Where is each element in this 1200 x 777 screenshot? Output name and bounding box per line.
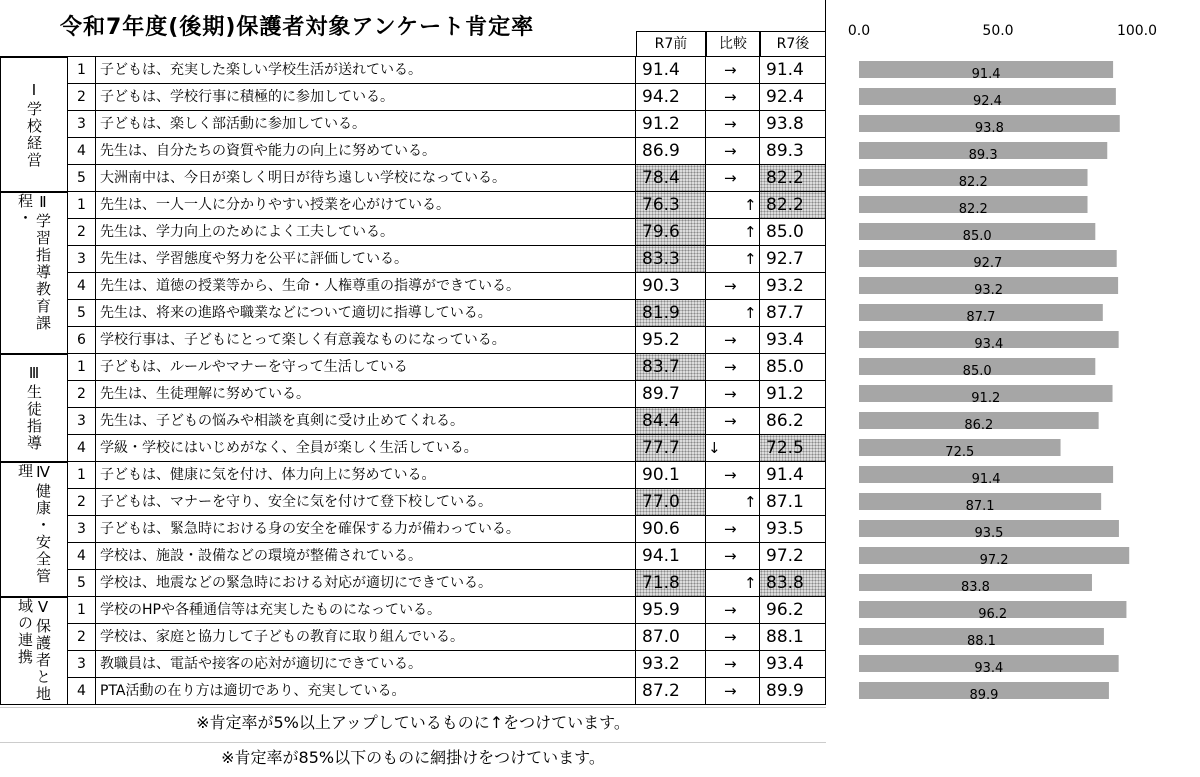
compare-mark: →	[706, 164, 760, 191]
question-number: 2	[68, 623, 96, 650]
question-text: 先生は、学習態度や努力を公平に評価している。	[96, 245, 636, 272]
bar-chart	[826, 0, 1200, 705]
category-label: Ⅴ保護者と地域の連携	[0, 596, 68, 704]
question-number: 3	[68, 407, 96, 434]
question-number: 4	[68, 137, 96, 164]
before-value: 77.7	[636, 434, 706, 461]
question-text: 子どもは、健康に気を付け、体力向上に努めている。	[96, 461, 636, 488]
compare-mark: →	[706, 56, 760, 83]
question-number: 4	[68, 542, 96, 569]
bar-value-label: 92.4	[972, 94, 1002, 109]
before-value: 71.8	[636, 569, 706, 596]
compare-mark: →	[706, 515, 760, 542]
bar-value-label: 89.3	[968, 148, 998, 163]
question-text: 先生は、子どもの悩みや相談を真剣に受け止めてくれる。	[96, 407, 636, 434]
bar-value-label: 85.0	[962, 364, 992, 379]
question-number: 6	[68, 326, 96, 353]
bar-value-label: 72.5	[945, 445, 975, 460]
note-up-arrow: ※肯定率が5%以上アップしているものに↑をつけています。	[0, 707, 826, 738]
table-row	[0, 245, 826, 272]
before-value: 91.2	[636, 110, 706, 137]
table-row	[0, 164, 826, 191]
question-number: 4	[68, 434, 96, 461]
category-label: Ⅲ生徒指導	[0, 353, 68, 461]
bar-value-label: 93.8	[974, 121, 1004, 136]
question-text: 子どもは、緊急時における身の安全を確保する力が備わっている。	[96, 515, 636, 542]
bar-value-label: 82.2	[958, 175, 988, 190]
after-value: 92.4	[760, 83, 826, 110]
table-row	[0, 299, 826, 326]
note-shading: ※肯定率が85%以下のものに網掛けをつけています。	[0, 742, 826, 773]
after-value: 87.7	[760, 299, 826, 326]
table-row	[0, 380, 826, 407]
table-row	[0, 569, 826, 596]
compare-mark: →	[706, 83, 760, 110]
compare-mark: ↑	[706, 299, 760, 326]
page-title: 令和7年度(後期)保護者対象アンケート肯定率	[60, 15, 535, 40]
compare-mark: →	[706, 326, 760, 353]
table-row	[0, 110, 826, 137]
header-compare: 比較	[706, 31, 760, 56]
question-text: 子どもは、楽しく部活動に参加している。	[96, 110, 636, 137]
after-value: 92.7	[760, 245, 826, 272]
category-label: Ⅳ健康・安全管理	[0, 461, 68, 596]
question-text: 学校は、家庭と協力して子どもの教育に取り組んでいる。	[96, 623, 636, 650]
before-value: 94.2	[636, 83, 706, 110]
question-text: 子どもは、ルールやマナーを守って生活している	[96, 353, 636, 380]
compare-mark: ↑	[706, 218, 760, 245]
bar-value-label: 93.4	[974, 337, 1004, 352]
bar-value-label: 92.7	[973, 256, 1003, 271]
question-number: 5	[68, 164, 96, 191]
question-number: 4	[68, 272, 96, 299]
bar-value-label: 89.9	[969, 688, 999, 703]
question-number: 1	[68, 56, 96, 83]
after-value: 93.2	[760, 272, 826, 299]
compare-mark: →	[706, 596, 760, 623]
question-number: 3	[68, 245, 96, 272]
bar-value-label: 87.1	[965, 499, 995, 514]
question-number: 1	[68, 596, 96, 623]
table-row	[0, 488, 826, 515]
compare-mark: →	[706, 380, 760, 407]
table-row	[0, 515, 826, 542]
before-value: 91.4	[636, 56, 706, 83]
before-value: 90.3	[636, 272, 706, 299]
question-number: 5	[68, 299, 96, 326]
compare-mark: ↑	[706, 191, 760, 218]
question-number: 5	[68, 569, 96, 596]
before-value: 87.0	[636, 623, 706, 650]
bar-value-label: 87.7	[966, 310, 996, 325]
after-value: 96.2	[760, 596, 826, 623]
header-after: R7後	[760, 31, 826, 56]
after-value: 87.1	[760, 488, 826, 515]
table-row	[0, 677, 826, 704]
compare-mark: →	[706, 272, 760, 299]
question-text: 子どもは、充実した楽しい学校生活が送れている。	[96, 56, 636, 83]
after-value: 91.4	[760, 56, 826, 83]
compare-mark: →	[706, 650, 760, 677]
after-value: 93.5	[760, 515, 826, 542]
before-value: 87.2	[636, 677, 706, 704]
compare-mark: ↑	[706, 488, 760, 515]
before-value: 83.7	[636, 353, 706, 380]
bar-value-label: 93.5	[974, 526, 1004, 541]
category-label: Ⅰ学校経営	[0, 56, 68, 191]
after-value: 91.2	[760, 380, 826, 407]
table-row	[0, 650, 826, 677]
table-row	[0, 56, 826, 83]
bar-value-label: 86.2	[964, 418, 994, 433]
before-value: 76.3	[636, 191, 706, 218]
after-value: 89.3	[760, 137, 826, 164]
compare-mark: →	[706, 542, 760, 569]
before-value: 90.6	[636, 515, 706, 542]
table-row	[0, 272, 826, 299]
table-row	[0, 542, 826, 569]
bar-value-label: 91.2	[971, 391, 1001, 406]
bar-value-label: 82.2	[958, 202, 988, 217]
before-value: 93.2	[636, 650, 706, 677]
before-value: 79.6	[636, 218, 706, 245]
compare-mark: →	[706, 137, 760, 164]
table-row	[0, 191, 826, 218]
before-value: 90.1	[636, 461, 706, 488]
after-value: 93.4	[760, 326, 826, 353]
compare-mark: →	[706, 353, 760, 380]
before-value: 78.4	[636, 164, 706, 191]
compare-mark: →	[706, 623, 760, 650]
after-value: 82.2	[760, 164, 826, 191]
question-text: 先生は、道徳の授業等から、生命・人権尊重の指導ができている。	[96, 272, 636, 299]
compare-mark: ↑	[706, 245, 760, 272]
before-value: 86.9	[636, 137, 706, 164]
before-value: 94.1	[636, 542, 706, 569]
question-text: 教職員は、電話や接客の応対が適切にできている。	[96, 650, 636, 677]
question-text: 先生は、学力向上のためによく工夫している。	[96, 218, 636, 245]
question-text: 大洲南中は、今日が楽しく明日が待ち遠しい学校になっている。	[96, 164, 636, 191]
bar-value-label: 93.4	[974, 661, 1004, 676]
bar-value-label: 85.0	[962, 229, 992, 244]
table-row	[0, 596, 826, 623]
question-text: 先生は、生徒理解に努めている。	[96, 380, 636, 407]
before-value: 84.4	[636, 407, 706, 434]
table-row	[0, 434, 826, 461]
question-number: 2	[68, 83, 96, 110]
question-text: 学級・学校にはいじめがなく、全員が楽しく生活している。	[96, 434, 636, 461]
question-number: 4	[68, 677, 96, 704]
compare-mark: →	[706, 110, 760, 137]
compare-mark: →	[706, 677, 760, 704]
table-row	[0, 353, 826, 380]
category-label: Ⅱ学習指導教育課程・	[0, 191, 68, 353]
after-value: 72.5	[760, 434, 826, 461]
table-row	[0, 623, 826, 650]
before-value: 83.3	[636, 245, 706, 272]
question-text: 学校は、施設・設備などの環境が整備されている。	[96, 542, 636, 569]
bar-value-label: 96.2	[978, 607, 1008, 622]
bar-value-label: 93.2	[974, 283, 1004, 298]
after-value: 86.2	[760, 407, 826, 434]
before-value: 81.9	[636, 299, 706, 326]
question-number: 1	[68, 353, 96, 380]
table-row	[0, 461, 826, 488]
after-value: 93.4	[760, 650, 826, 677]
before-value: 89.7	[636, 380, 706, 407]
table-bottom-border	[0, 704, 826, 705]
table-row	[0, 407, 826, 434]
compare-mark: ↑	[706, 569, 760, 596]
question-text: 学校行事は、子どもにとって楽しく有意義なものになっている。	[96, 326, 636, 353]
compare-mark: →	[706, 461, 760, 488]
question-text: PTA活動の在り方は適切であり、充実している。	[96, 677, 636, 704]
question-text: 子どもは、学校行事に積極的に参加している。	[96, 83, 636, 110]
question-text: 学校のHPや各種通信等は充実したものになっている。	[96, 596, 636, 623]
after-value: 83.8	[760, 569, 826, 596]
x-tick-label: 100.0	[1116, 23, 1158, 39]
bar-value-label: 83.8	[961, 580, 990, 595]
after-value: 88.1	[760, 623, 826, 650]
question-number: 2	[68, 380, 96, 407]
table-row	[0, 326, 826, 353]
header-before: R7前	[636, 31, 706, 56]
before-value: 77.0	[636, 488, 706, 515]
question-number: 2	[68, 488, 96, 515]
x-tick-label: 0.0	[847, 23, 871, 39]
question-text: 先生は、将来の進路や職業などについて適切に指導している。	[96, 299, 636, 326]
after-value: 89.9	[760, 677, 826, 704]
question-number: 1	[68, 191, 96, 218]
after-value: 85.0	[760, 353, 826, 380]
compare-mark: ↓	[706, 434, 760, 461]
question-number: 1	[68, 461, 96, 488]
bar-value-label: 91.4	[971, 67, 1001, 82]
compare-mark: →	[706, 407, 760, 434]
question-text: 先生は、一人一人に分かりやすい授業を心がけている。	[96, 191, 636, 218]
before-value: 95.9	[636, 596, 706, 623]
question-text: 子どもは、マナーを守り、安全に気を付けて登下校している。	[96, 488, 636, 515]
after-value: 85.0	[760, 218, 826, 245]
question-number: 3	[68, 515, 96, 542]
after-value: 91.4	[760, 461, 826, 488]
table-row	[0, 218, 826, 245]
after-value: 93.8	[760, 110, 826, 137]
question-text: 学校は、地震などの緊急時における対応が適切にできている。	[96, 569, 636, 596]
before-value: 95.2	[636, 326, 706, 353]
bar-value-label: 97.2	[979, 553, 1009, 568]
table-row	[0, 137, 826, 164]
bar-value-label: 91.4	[971, 472, 1001, 487]
x-tick-label: 50.0	[982, 23, 1014, 39]
question-text: 先生は、自分たちの資質や能力の向上に努めている。	[96, 137, 636, 164]
question-number: 3	[68, 650, 96, 677]
table-row	[0, 83, 826, 110]
question-number: 3	[68, 110, 96, 137]
bar-value-label: 88.1	[966, 634, 996, 649]
question-number: 2	[68, 218, 96, 245]
after-value: 97.2	[760, 542, 826, 569]
after-value: 82.2	[760, 191, 826, 218]
